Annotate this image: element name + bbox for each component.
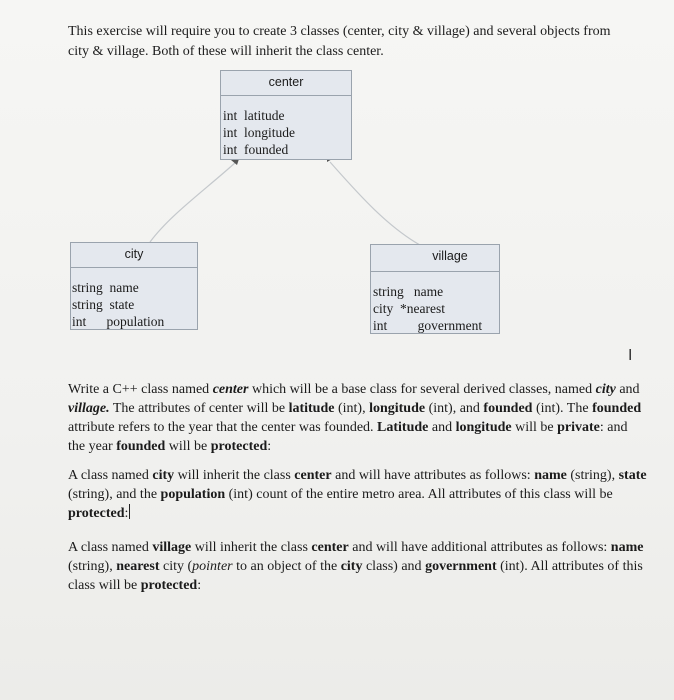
text: village — [152, 540, 192, 555]
text: will be — [165, 439, 211, 454]
text: city — [152, 468, 175, 483]
text: (string), and the — [68, 487, 161, 502]
text: private — [557, 420, 600, 435]
text: A class named — [68, 468, 153, 483]
uml-class-center-title: center — [268, 75, 304, 89]
village-to-center-line — [330, 162, 420, 245]
uml-divider — [371, 271, 499, 272]
text: will inherit the class — [174, 468, 295, 483]
text: and will have attributes as follows: — [331, 468, 535, 483]
text: and will have additional attributes as follows: — [348, 540, 611, 555]
text: founded — [592, 401, 642, 416]
uml-class-village — [370, 244, 500, 334]
text: (int). All attributes of this class will be — [68, 559, 643, 593]
text: attribute refers to the year that the center was founded. — [68, 420, 378, 435]
text: center — [294, 468, 332, 483]
text: name — [610, 540, 644, 555]
uml-attr: string state — [72, 297, 135, 312]
text: founded — [116, 439, 166, 454]
text: will inherit the class — [191, 540, 312, 555]
text: name — [534, 468, 567, 483]
text: village. — [68, 401, 110, 416]
text: protected — [140, 578, 198, 593]
text-cursor-icon: I — [628, 346, 633, 364]
uml-attr: int latitude — [223, 108, 285, 123]
text: Write a C++ class named — [68, 382, 213, 397]
text: government — [425, 559, 497, 574]
text: protected — [210, 439, 268, 454]
text: pointer — [192, 559, 233, 574]
text: city — [595, 382, 616, 397]
uml-class-village-title: village — [432, 249, 468, 263]
intro-line-2: city & village. Both of these will inherit the class center. — [68, 44, 384, 59]
uml-divider — [221, 95, 351, 96]
text: (int). The — [532, 401, 593, 416]
uml-class-city-title: city — [124, 247, 144, 261]
paragraph-city — [68, 466, 648, 523]
uml-attr: int longitude — [223, 125, 295, 140]
text: : — [124, 506, 129, 521]
text: : and the year — [68, 420, 628, 454]
text: : — [197, 578, 202, 593]
text: protected — [68, 506, 125, 521]
text: center — [212, 382, 249, 397]
text: center — [311, 540, 349, 555]
text: will be — [511, 420, 558, 435]
text: and — [615, 382, 640, 397]
text: state — [618, 468, 647, 483]
uml-attr: int population — [72, 314, 165, 329]
text: founded — [483, 401, 533, 416]
uml-attr: int founded — [223, 142, 289, 157]
text: longitude — [369, 401, 426, 416]
text: population — [160, 487, 226, 502]
text: (int) count of the entire metro area. All attributes of this class will be — [225, 487, 613, 502]
intro-line-1: This exercise will require you to create 3 classes (center, city & village) and several objects from — [68, 24, 611, 39]
uml-class-center — [220, 70, 352, 160]
text: to an object of the — [232, 559, 341, 574]
text: and — [428, 420, 456, 435]
paragraph-center — [68, 380, 648, 456]
text: city — [340, 559, 363, 574]
uml-attr: city *nearest — [373, 301, 445, 316]
text: class) and — [362, 559, 426, 574]
uml-attr: int government — [373, 318, 483, 333]
text: (int), — [334, 401, 370, 416]
text: latitude — [288, 401, 335, 416]
text: longitude — [455, 420, 512, 435]
text: (int), and — [425, 401, 484, 416]
uml-attr: string name — [72, 280, 139, 295]
text: Latitude — [377, 420, 429, 435]
text-caret — [129, 504, 130, 519]
uml-divider — [71, 267, 197, 268]
paragraph-village — [68, 538, 648, 595]
text: (string), — [566, 468, 619, 483]
city-to-center-line — [150, 162, 236, 242]
uml-attr: string name — [373, 284, 444, 299]
text: The attributes of center will be — [109, 401, 289, 416]
text: A class named — [68, 540, 153, 555]
text: (string), — [68, 559, 117, 574]
text: which will be a base class for several derived classes, named — [248, 382, 596, 397]
text: : — [267, 439, 272, 454]
text: city ( — [159, 559, 193, 574]
uml-class-city — [70, 242, 198, 330]
text: nearest — [116, 559, 160, 574]
